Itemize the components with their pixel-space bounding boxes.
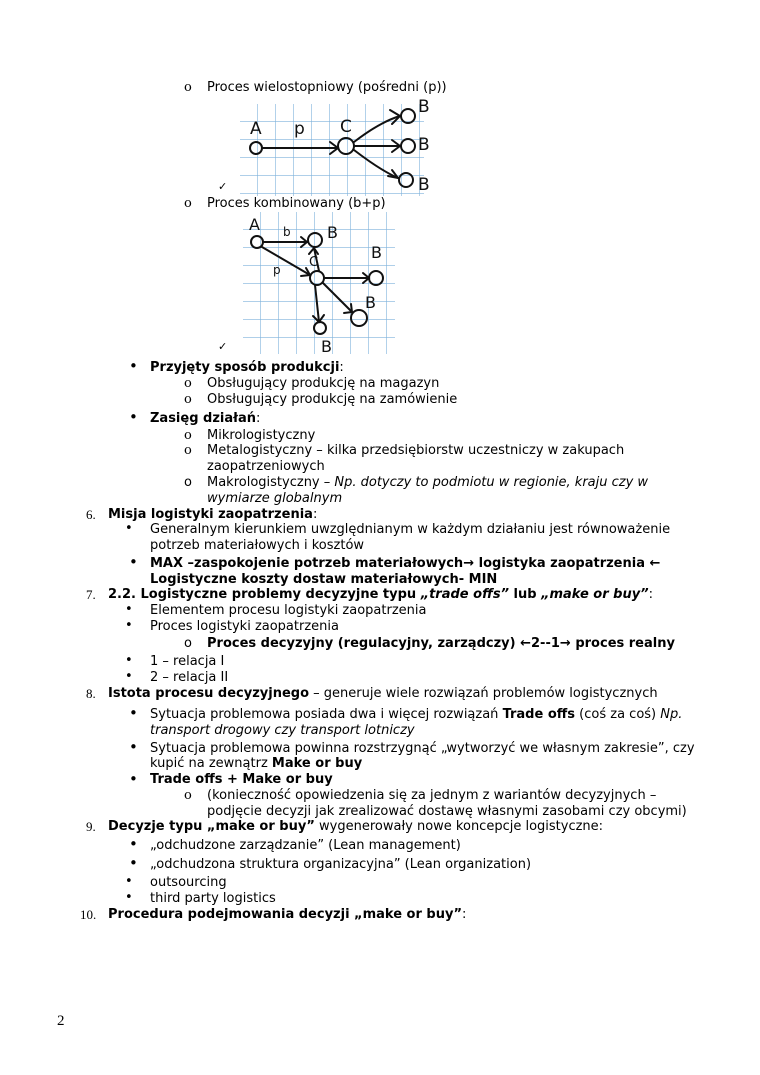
label-b: B bbox=[365, 293, 376, 312]
paragraph: Sytuacja problemowa posiada dwa i więcej rozwiązań Trade offs (coś za coś) Np. bbox=[150, 707, 683, 722]
decision-process-line: Proces decyzyjny (regulacyjny, zarządczy) ←2--1→ proces realny bbox=[207, 636, 675, 651]
max-min-line: MAX –zaspokojenie potrzeb materiałowych→ logistyka zaopatrzenia ← bbox=[150, 556, 661, 571]
combined-process-sketch bbox=[243, 212, 395, 354]
paragraph-continuation: kupić na zewnątrz Make or buy bbox=[150, 756, 363, 771]
circle-bullet: o bbox=[184, 376, 192, 391]
list-item: „odchudzona struktura organizacyjna” (Lean organization) bbox=[150, 857, 532, 872]
list-item-continuation: podjęcie decyzji jak zrealizować dostawę własnymi zasobami czy obcymi) bbox=[207, 804, 687, 819]
bullet-dot: • bbox=[125, 890, 133, 905]
bullet-dot: • bbox=[125, 653, 133, 668]
arrow-right-icon: → bbox=[559, 636, 571, 651]
bullet-dot: • bbox=[129, 770, 138, 788]
scope-heading: Zasięg działań: bbox=[150, 411, 261, 426]
bullet-dot: • bbox=[125, 521, 133, 536]
bullet-dot: • bbox=[129, 357, 138, 375]
list-item-continuation: wymiarze globalnym bbox=[207, 491, 343, 506]
label-c: C bbox=[340, 117, 352, 137]
item-number: 7. bbox=[86, 587, 96, 602]
list-item: Makrologistyczny – Np. dotyczy to podmiotu w regionie, kraju czy w bbox=[207, 475, 649, 490]
item-number: 6. bbox=[86, 507, 96, 522]
list-item: Metalogistyczny – kilka przedsiębiorstw uczestniczy w zakupach bbox=[207, 443, 625, 458]
subitem-combined-process: Proces kombinowany (b+p) bbox=[207, 196, 386, 211]
multistage-process-sketch bbox=[240, 97, 430, 196]
check-mark: ✓ bbox=[218, 340, 228, 353]
section-heading: 2.2. Logistyczne problemy decyzyjne typu „trade offs” lub „make or buy”: bbox=[108, 587, 653, 602]
section-heading: Istota procesu decyzyjnego – generuje wiele rozwiązań problemów logistycznych bbox=[108, 686, 658, 701]
list-item: 1 – relacja I bbox=[150, 654, 225, 669]
label-b: B bbox=[418, 135, 430, 155]
section-heading: Decyzje typu „make or buy” wygenerowały nowe koncepcje logistyczne: bbox=[108, 819, 604, 834]
arrow-right-icon: → bbox=[463, 556, 475, 571]
section-heading: Misja logistyki zaopatrzenia: bbox=[108, 507, 318, 522]
list-item: Elementem procesu logistyki zaopatrzenia bbox=[150, 603, 427, 618]
check-mark: ✓ bbox=[218, 180, 228, 193]
paragraph: Generalnym kierunkiem uwzględnianym w każdym działaniu jest równoważenie bbox=[150, 522, 671, 537]
label-b: B bbox=[371, 243, 382, 262]
bullet-dot: • bbox=[129, 835, 138, 853]
circle-bullet: o bbox=[184, 196, 192, 211]
label-b: B bbox=[321, 337, 332, 356]
bullet-dot: • bbox=[129, 738, 138, 756]
circle-bullet: o bbox=[184, 475, 192, 490]
item-number: 8. bbox=[86, 686, 96, 701]
section-heading: Procedura podejmowania decyzji „make or buy”: bbox=[108, 907, 467, 922]
list-item: Proces logistyki zaopatrzenia bbox=[150, 619, 339, 634]
list-item: outsourcing bbox=[150, 875, 227, 890]
item-number: 9. bbox=[86, 819, 96, 834]
label-b: B bbox=[418, 97, 430, 117]
list-item: third party logistics bbox=[150, 891, 276, 906]
label-b: B bbox=[418, 175, 430, 195]
circle-bullet: o bbox=[184, 443, 192, 458]
list-item: 2 – relacja II bbox=[150, 670, 229, 685]
list-item: „odchudzone zarządzanie” (Lean management) bbox=[150, 838, 461, 853]
list-item: (konieczność opowiedzenia się za jednym z wariantów decyzyjnych – bbox=[207, 788, 657, 803]
list-item: Obsługujący produkcję na magazyn bbox=[207, 376, 440, 391]
list-item-continuation: zaopatrzeniowych bbox=[207, 459, 325, 474]
paragraph-continuation: potrzeb materiałowych i kosztów bbox=[150, 538, 365, 553]
circle-bullet: o bbox=[184, 636, 192, 651]
bullet-dot: • bbox=[129, 408, 138, 426]
bullet-dot: • bbox=[129, 553, 138, 571]
arrow-left-icon: ← bbox=[520, 636, 532, 651]
max-min-line-continuation: Logistyczne koszty dostaw materiałowych- MIN bbox=[150, 572, 498, 587]
bullet-dot: • bbox=[125, 618, 133, 633]
list-item: Mikrologistyczny bbox=[207, 428, 316, 443]
production-method-heading: Przyjęty sposób produkcji: bbox=[150, 360, 344, 375]
label-b: B bbox=[327, 223, 338, 242]
label-a: A bbox=[249, 215, 260, 234]
bullet-dot: • bbox=[129, 854, 138, 872]
circle-bullet: o bbox=[184, 80, 192, 95]
label-c: C bbox=[309, 255, 319, 270]
arrow-left-icon: ← bbox=[649, 556, 661, 571]
list-item: Trade offs + Make or buy bbox=[150, 772, 333, 787]
paragraph-continuation: transport drogowy czy transport lotniczy bbox=[150, 723, 415, 738]
bullet-dot: • bbox=[125, 874, 133, 889]
paragraph: Sytuacja problemowa powinna rozstrzygnąć „wytworzyć we własnym zakresie”, czy bbox=[150, 741, 695, 756]
label-b-small: b bbox=[283, 225, 291, 239]
list-item: Obsługujący produkcję na zamówienie bbox=[207, 392, 458, 407]
bullet-dot: • bbox=[125, 602, 133, 617]
circle-bullet: o bbox=[184, 788, 192, 803]
label-a: A bbox=[250, 119, 262, 139]
label-p: p bbox=[294, 119, 305, 139]
bullet-dot: • bbox=[129, 704, 138, 722]
item-number: 10. bbox=[80, 907, 97, 922]
subitem-multistage-process: Proces wielostopniowy (pośredni (p)) bbox=[207, 80, 447, 95]
page-number: 2 bbox=[57, 1013, 65, 1029]
label-p: p bbox=[273, 263, 281, 277]
bullet-dot: • bbox=[125, 669, 133, 684]
circle-bullet: o bbox=[184, 392, 192, 407]
circle-bullet: o bbox=[184, 428, 192, 443]
